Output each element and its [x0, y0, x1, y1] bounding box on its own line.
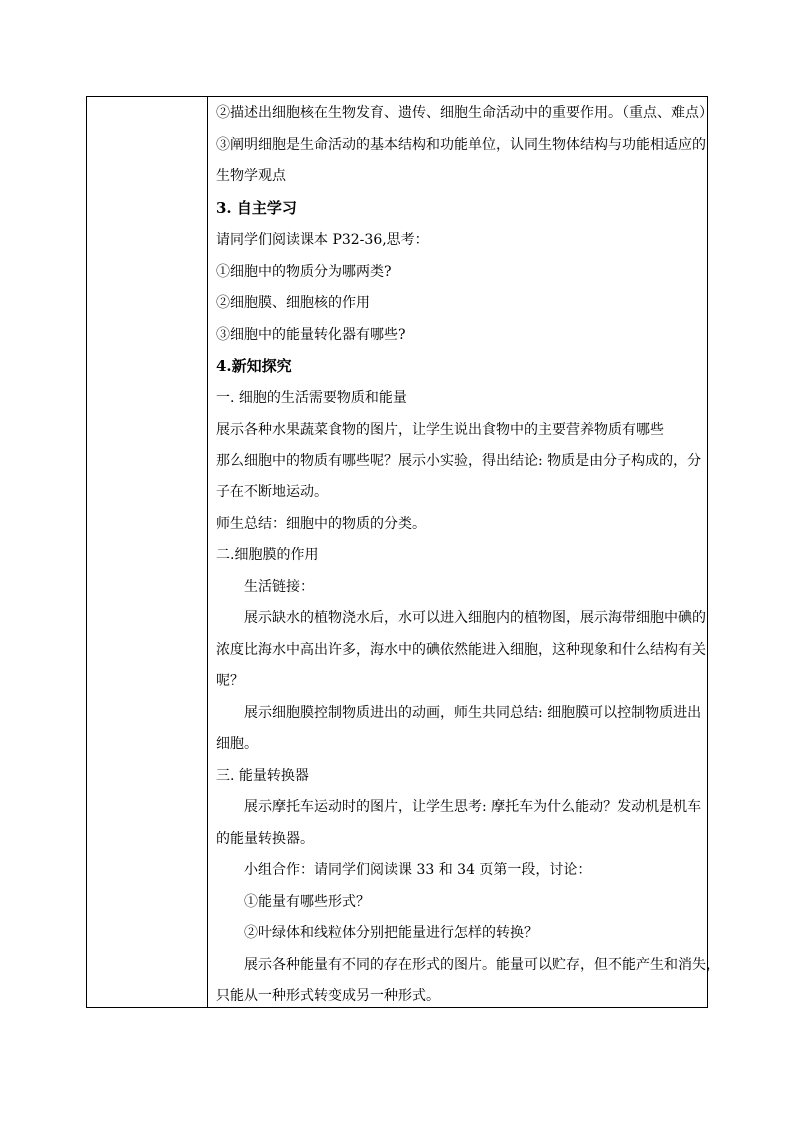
self-study-instruction: 请同学们阅读课本 P32-36,思考：	[216, 232, 429, 248]
discussion-question-2: ②叶绿体和线粒体分别把能量进行怎样的转换？	[244, 925, 538, 941]
subsection-3-title: 三. 能量转换器	[216, 768, 309, 784]
paragraph-line: 子在不断地运动。	[216, 484, 328, 500]
paragraph-line: 展示各种水果蔬菜食物的图片，让学生说出食物中的主要营养物质有哪些	[216, 422, 664, 438]
objective-2: ②描述出细胞核在生物发育、遗传、细胞生命活动中的重要作用。（重点、难点）	[216, 105, 713, 121]
discussion-question-1: ①能量有哪些形式？	[244, 894, 370, 910]
paragraph-line: 展示摩托车运动时的图片，让学生思考: 摩托车为什么能动？发动机是机车	[244, 799, 702, 815]
paragraph-line: 师生总结：细胞中的物质的分类。	[216, 516, 426, 532]
table-left-column	[87, 97, 208, 1007]
table-content-column	[208, 97, 720, 1007]
paragraph-line: 的能量转换器。	[216, 831, 314, 847]
paragraph-line: 细胞。	[216, 736, 258, 752]
paragraph-line: 只能从一种形式转变成另一种形式。	[216, 988, 440, 1004]
question-2: ②细胞膜、细胞核的作用	[216, 295, 370, 311]
group-work-instruction: 小组合作：请同学们阅读课 33 和 34 页第一段，讨论：	[244, 862, 592, 878]
subsection-2-title: 二.细胞膜的作用	[216, 547, 319, 563]
paragraph-line: 呢？	[216, 673, 244, 689]
paragraph-line: 展示缺水的植物浇水后，水可以进入细胞内的植物图，展示海带细胞中碘的	[244, 610, 706, 626]
section-new-knowledge-heading: 4.新知探究	[216, 357, 292, 375]
paragraph-line: 展示各种能量有不同的存在形式的图片。能量可以贮存，但不能产生和消失，	[244, 957, 720, 973]
paragraph-line: 浓度比海水中高出许多，海水中的碘依然能进入细胞，这种现象和什么结构有关	[216, 642, 706, 658]
objective-3: ③阐明细胞是生命活动的基本结构和功能单位，认同生物体结构与功能相适应的	[216, 137, 706, 153]
paragraph-line: 展示细胞膜控制物质进出的动画，师生共同总结: 细胞膜可以控制物质进出	[244, 705, 702, 721]
subsection-1-title: 一. 细胞的生活需要物质和能量	[216, 390, 407, 406]
question-3: ③细胞中的能量转化器有哪些?	[216, 327, 406, 343]
lesson-table	[86, 96, 720, 1008]
question-1: ①细胞中的物质分为哪两类?	[216, 264, 392, 280]
objective-3-cont: 生物学观点	[216, 168, 286, 184]
section-self-study-heading: 3. 自主学习	[216, 199, 297, 217]
life-link-label: 生活链接：	[244, 579, 314, 595]
paragraph-line: 那么细胞中的物质有哪些呢？展示小实验，得出结论: 物质是由分子构成的，分	[216, 453, 702, 469]
